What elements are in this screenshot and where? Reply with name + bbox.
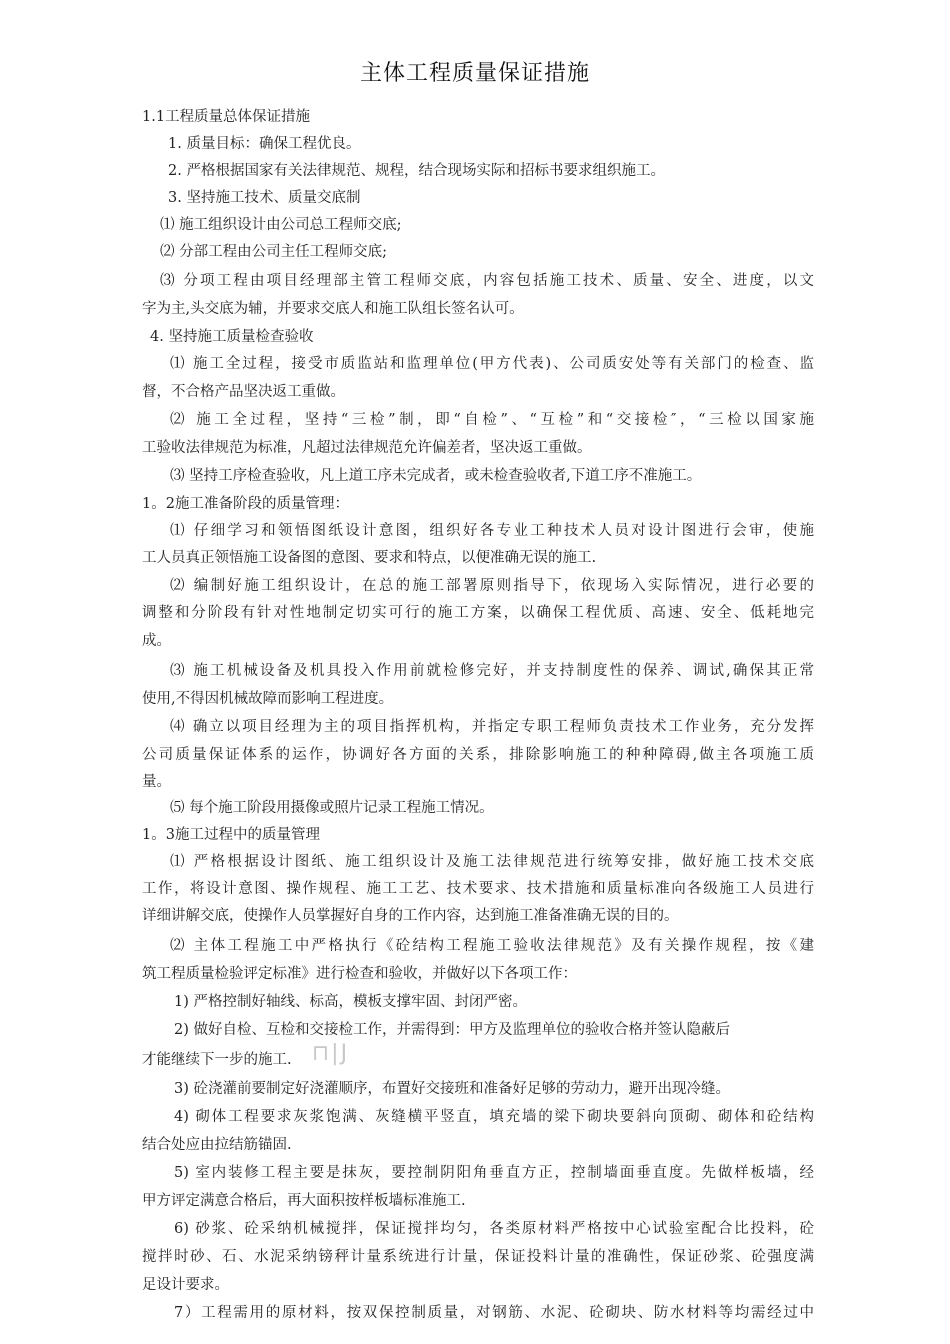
section-heading: 1.1工程质量总体保证措施: [142, 109, 311, 125]
paragraph-line: 督，不合格产品坚决返工重做。: [142, 384, 345, 400]
paragraph-line: 工作，将设计意图、操作规程、施工工艺、技术要求、技术措施和质量标准向各级施工人员进行: [142, 881, 814, 897]
paragraph-line: ⑵ 编制好施工组织设计，在总的施工部署原则指导下，依现场入实际情况，进行必要的: [170, 578, 814, 594]
list-item: 才能继续下一步的施工.: [142, 1052, 292, 1068]
paragraph-line: 筑工程质量检验评定标准》进行检查和验收，并做好以下各项工作：: [142, 966, 577, 982]
paragraph-line: ⑴ 仔细学习和领悟图纸设计意图，组织好各专业工种技术人员对设计图进行会审，使施: [170, 523, 814, 539]
list-item: 1) 严格控制好轴线、标高，模板支撑牢固、封闭严密。: [174, 994, 527, 1010]
paragraph-line: ⑶ 施工机械设备及机具投入作用前就检修完好，并支持制度性的保养、调试,确保其正常: [170, 663, 814, 679]
section-heading: 1。3施工过程中的质量管理: [142, 827, 320, 843]
paragraph-line: 3. 坚持施工技术、质量交底制: [168, 190, 361, 206]
list-item: 搅拌时砂、石、水泥采纳镑秤计量系统进行计量，保证投料计量的准确性，保证砂浆、砼强度满: [142, 1249, 814, 1265]
paragraph-line: 使用,不得因机械故障而影响工程进度。: [142, 691, 394, 707]
paragraph-line: 2. 严格根据国家有关法律规范、规程，结合现场实际和招标书要求组织施工。: [168, 163, 665, 179]
paragraph-line: ⑶ 坚持工序检查验收，凡上道工序未完成者，或未检查验收者,下道工序不准施工。: [170, 468, 702, 484]
page-title: 主体工程质量保证措施: [359, 61, 590, 86]
scan-artifact-mark: ⊓|J: [312, 1041, 350, 1066]
paragraph-line: 详细讲解交底，使操作人员掌握好自身的工作内容，达到施工准备准确无误的目的。: [142, 908, 679, 924]
paragraph-line: ⑶ 分项工程由项目经理部主管工程师交底，内容包括施工技术、质量、安全、进度，以文: [160, 273, 814, 289]
paragraph-line: 工人员真正领悟施工设备图的意图、要求和特点，以便准确无误的施工.: [142, 550, 597, 566]
list-item: 5) 室内装修工程主要是抹灰，要控制阴阳角垂直方正，控制墙面垂直度。先做样板墙，经: [174, 1165, 814, 1181]
paragraph-line: 工验收法律规范为标准，凡超过法律规范允许偏差者，坚决返工重做。: [142, 440, 592, 456]
paragraph-line: 量。: [142, 774, 171, 790]
paragraph-line: ⑴ 严格根据设计图纸、施工组织设计及施工法律规范进行统筹安排，做好施工技术交底: [170, 854, 814, 870]
paragraph-line: ⑴ 施工全过程，接受市质监站和监理单位(甲方代表)、公司质安处等有关部门的检查、监: [170, 356, 814, 372]
paragraph-line: ⑴ 施工组织设计由公司总工程师交底;: [160, 217, 402, 233]
list-item: 3) 砼浇灌前要制定好浇灌顺序，布置好交接班和准备好足够的劳动力，避开出现冷缝。: [174, 1081, 730, 1097]
paragraph-line: 成。: [142, 633, 171, 649]
list-item: 足设计要求。: [142, 1277, 229, 1293]
paragraph-line: ⑸ 每个施工阶段用摄像或照片记录工程施工情况。: [170, 800, 494, 816]
paragraph-line: 1. 质量目标：确保工程优良。: [168, 136, 361, 152]
list-item: 2) 做好自检、互检和交接检工作，并需得到：甲方及监理单位的验收合格并签认隐蔽后: [174, 1022, 730, 1038]
paragraph-line: ⑵ 施工全过程，坚持“三检”制，即“自检”、“互检”和“交接检″，“三检以国家施: [170, 412, 814, 428]
paragraph-line: 公司质量保证体系的运作，协调好各方面的关系，排除影响施工的种种障碍,做主各项施工质: [142, 747, 814, 763]
paragraph-line: ⑵ 分部工程由公司主任工程师交底;: [160, 244, 387, 260]
paragraph-line: ⑷ 确立以项目经理为主的项目指挥机构，并指定专职工程师负责技术工作业务，充分发挥: [170, 719, 814, 735]
paragraph-line: ⑵ 主体工程施工中严格执行《砼结构工程施工验收法律规范》及有关操作规程，按《建: [170, 938, 814, 954]
list-item: 7）工程需用的原材料，按双保控制质量，对钢筋、水泥、砼砌块、防水材料等均需经过中: [174, 1305, 814, 1321]
section-heading: 1。2施工准备阶段的质量管理：: [142, 496, 349, 512]
list-item: 甲方评定满意合格后，再大面积按样板墙标准施工.: [142, 1193, 466, 1209]
list-item: 4) 砌体工程要求灰浆饱满、灰缝横平竖直，填充墙的梁下砌块要斜向顶砌、砌体和砼结构: [174, 1109, 814, 1125]
list-item: 结合处应由拉结筋锚固.: [142, 1137, 292, 1153]
list-item: 6) 砂浆、砼采纳机械搅拌，保证搅拌均匀，各类原材料严格按中心试验室配合比投料，砼: [174, 1221, 814, 1237]
paragraph-line: 字为主,头交底为辅，并要求交底人和施工队组长签名认可。: [142, 301, 524, 317]
paragraph-line: 调整和分阶段有针对性地制定切实可行的施工方案，以确保工程优质、高速、安全、低耗地完: [142, 605, 814, 621]
paragraph-line: 4. 坚持施工质量检查验收: [150, 329, 314, 345]
